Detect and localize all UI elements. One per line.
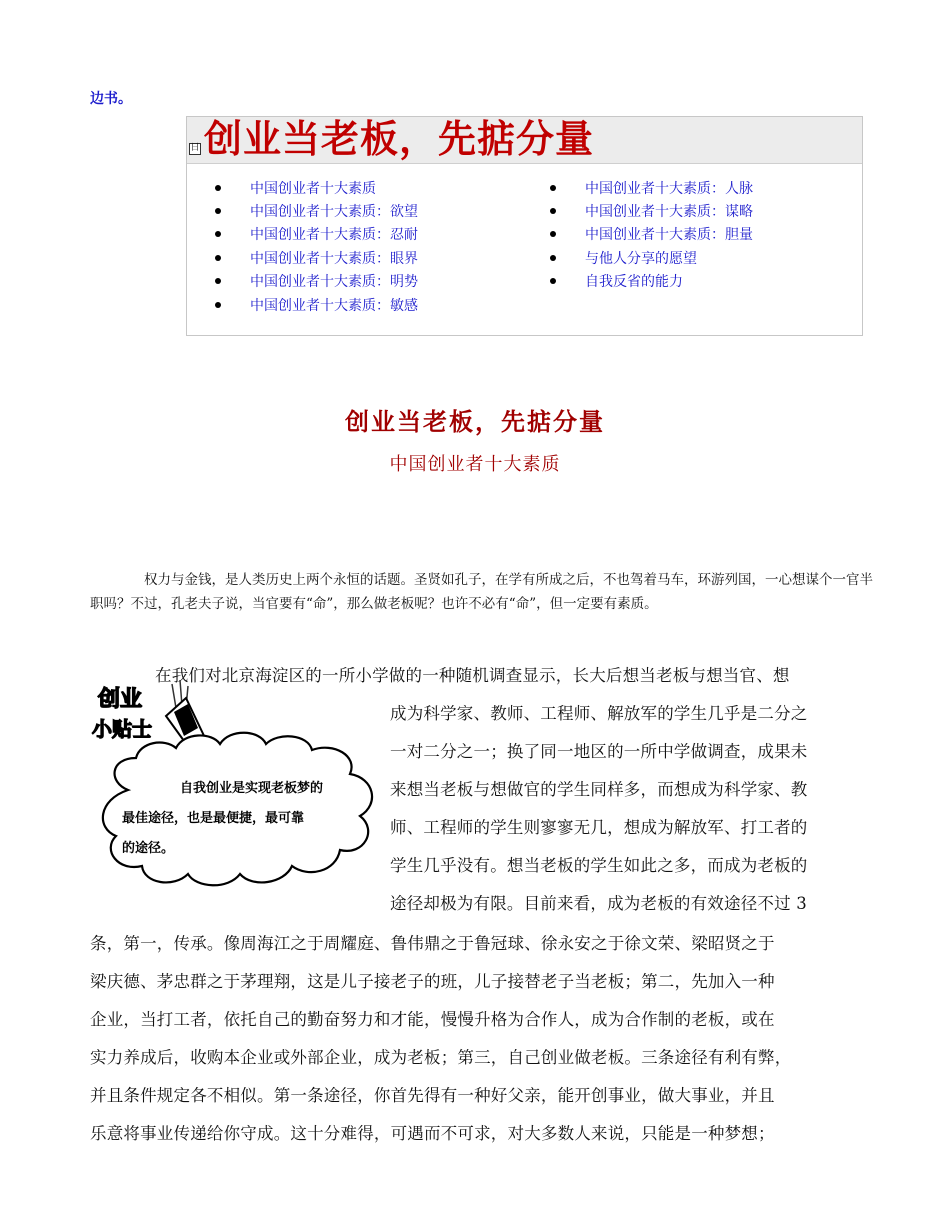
toc-link[interactable]: 中国创业者十大素质：明势 (250, 274, 418, 291)
startup-tip-graphic (88, 678, 388, 900)
toc-item (215, 223, 418, 246)
toc-left-list (215, 176, 418, 316)
toc-link[interactable]: 中国创业者十大素质：人脉 (585, 180, 753, 197)
table-of-contents (186, 116, 863, 336)
body-line: 来想当老板与想做官的学生同样多，而想成为科学家、教 (390, 780, 808, 799)
tip-text-line: 自我创业是实现老板梦的 (180, 781, 324, 796)
body-line: 途径却极为有限。目前来看，成为老板的有效途径不过 3 (390, 894, 807, 913)
toc-header (187, 117, 862, 164)
toc-item (215, 176, 418, 199)
toc-item (215, 246, 418, 269)
bullet-icon (550, 185, 556, 191)
body-line: 师、工程师的学生则寥寥无几，想成为解放军、打工者的 (390, 818, 808, 837)
bullet-icon (215, 255, 221, 261)
collapse-icon[interactable]: 日 (190, 143, 200, 153)
bullet-icon (550, 231, 556, 237)
toc-title: 创业当老板，先掂分量 (204, 119, 595, 161)
tip-label-top: 创业 (98, 687, 143, 712)
intro-paragraph: 权力与金钱，是人类历史上两个永恒的话题。圣贤如孔子，在学有所成之后，不也驾着马车，环游列国，一心想谋个一官半职吗？不过，孔老夫子说，当官要有“命”，那么做老板呢？也许不必有“命”，但一定要有素质。 (90, 572, 873, 612)
toc-item (550, 246, 753, 269)
body-line: 一对二分之一；换了同一地区的一所中学做调查，成果未 (390, 742, 808, 761)
bullet-icon (550, 208, 556, 214)
toc-item (215, 270, 418, 293)
toc-link[interactable]: 中国创业者十大素质：忍耐 (250, 227, 418, 244)
toc-item (550, 223, 753, 246)
bullet-icon (215, 208, 221, 214)
article-subtitle: 中国创业者十大素质 (389, 454, 561, 475)
top-text-fragment: 边书。 (90, 91, 132, 107)
tip-text-line: 的途径。 (122, 841, 175, 856)
bullet-icon (215, 278, 221, 284)
bullet-icon (550, 255, 556, 261)
bullet-icon (550, 278, 556, 284)
tip-text-line: 最佳途径，也是最便捷，最可靠 (122, 811, 305, 826)
toc-item (215, 199, 418, 222)
body-line: 实力养成后，收购本企业或外部企业，成为老板；第三，自己创业做老板。三条途径有利有弊， (90, 1048, 792, 1067)
article-title: 创业当老板，先掂分量 (345, 407, 605, 436)
toc-item (550, 199, 753, 222)
toc-item (215, 293, 418, 316)
body-line: 乐意将事业传递给你守成。这十分难得，可遇而不可求，对大多数人来说，只能是一种梦想； (90, 1124, 775, 1143)
toc-right-list (550, 176, 753, 293)
toc-link[interactable]: 中国创业者十大素质：欲望 (250, 204, 418, 221)
body-line: 并且条件规定各不相似。第一条途径，你首先得有一种好父亲，能开创事业，做大事业，并且 (90, 1086, 775, 1105)
toc-item (550, 176, 753, 199)
body-line: 成为科学家、教师、工程师、解放军的学生几乎是二分之 (390, 704, 808, 723)
bullet-icon (215, 231, 221, 237)
bullet-icon (215, 185, 221, 191)
thought-cloud (103, 733, 372, 886)
toc-link[interactable]: 中国创业者十大素质 (250, 180, 376, 197)
body-line: 企业，当打工者，依托自己的勤奋努力和才能，慢慢升格为合作人，成为合作制的老板，或在 (90, 1010, 775, 1029)
body-line: 条，第一，传承。像周海江之于周耀庭、鲁伟鼎之于鲁冠球、徐永安之于徐文荣、梁昭贤之于 (90, 934, 775, 953)
toc-link[interactable]: 与他人分享的愿望 (585, 250, 697, 267)
body-line: 在我们对北京海淀区的一所小学做的一种随机调查显示，长大后想当老板与想当官、想 (155, 666, 790, 685)
body-line: 学生几乎没有。想当老板的学生如此之多，而成为老板的 (390, 856, 808, 875)
toc-link[interactable]: 中国创业者十大素质：眼界 (250, 250, 418, 267)
toc-link[interactable]: 中国创业者十大素质：胆量 (585, 227, 753, 244)
toc-link[interactable]: 自我反省的能力 (585, 274, 683, 291)
toc-link[interactable]: 中国创业者十大素质：谋略 (585, 204, 753, 221)
tip-label-bottom: 小贴士 (92, 717, 152, 741)
toc-link[interactable]: 中国创业者十大素质：敏感 (250, 297, 418, 314)
body-line: 梁庆德、茅忠群之于茅理翔，这是儿子接老子的班，儿子接替老子当老板；第二，先加入一种 (90, 972, 775, 991)
toc-item (550, 270, 753, 293)
bullet-icon (215, 302, 221, 308)
